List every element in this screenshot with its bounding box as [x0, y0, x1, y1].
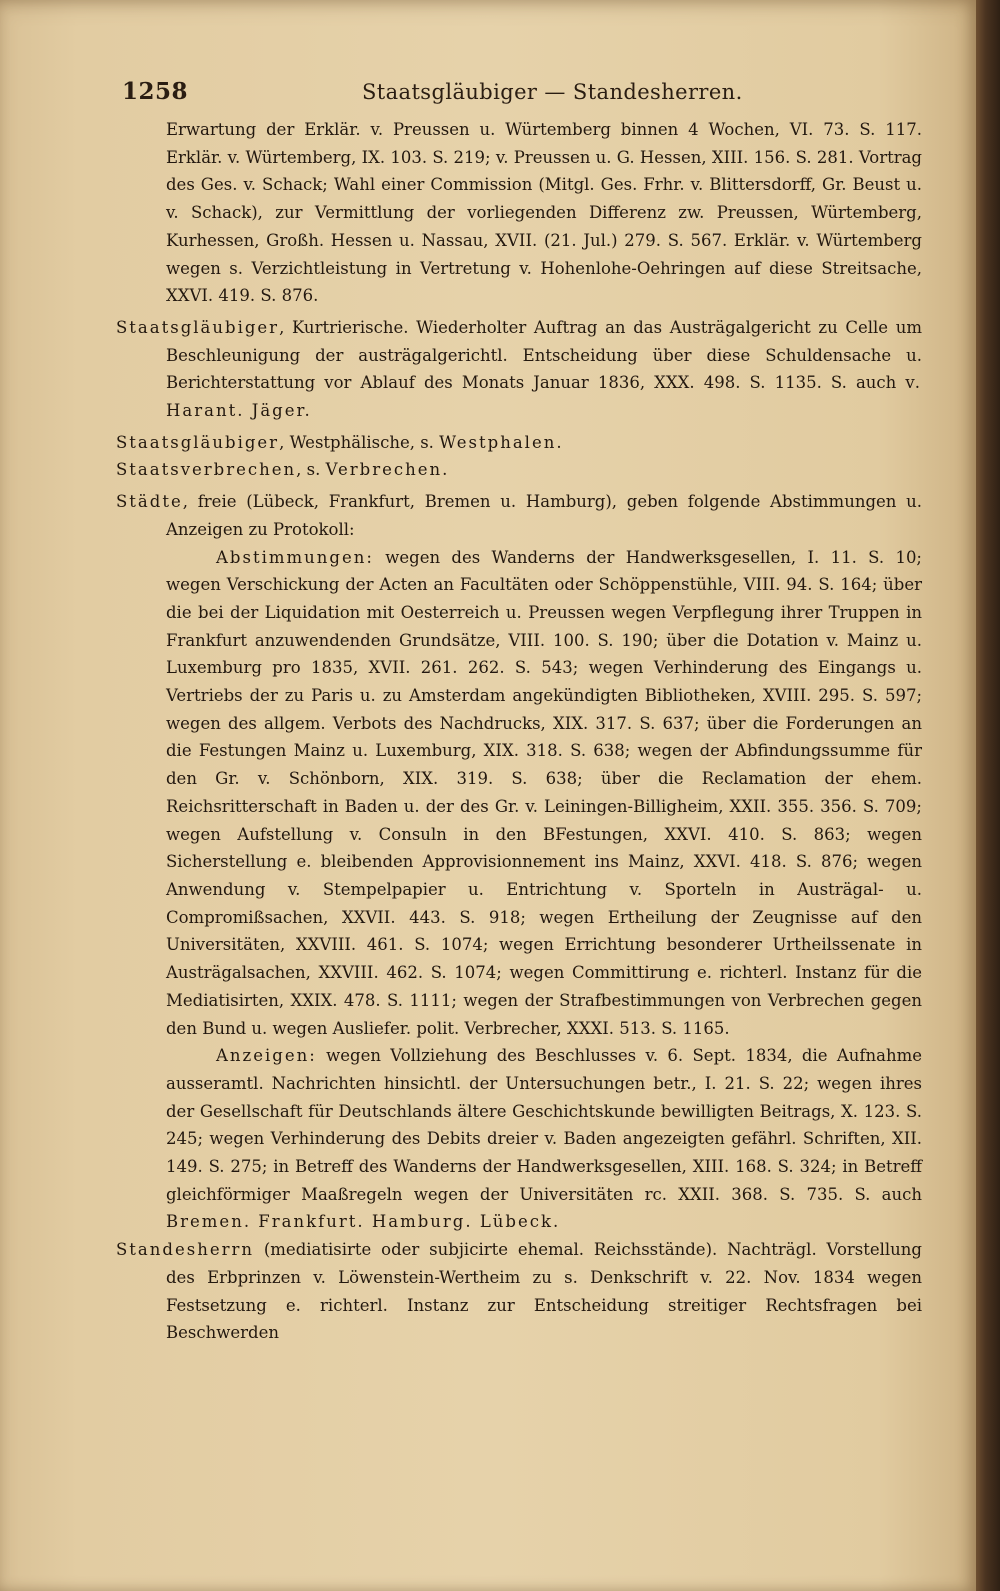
subentry-text: wegen des Wanderns der Handwerksgesellen, I. 11. S. 10; wegen Verschickung der Acten an Facultäten oder Schöppenstühle, VIII. 94. S. 164; über die bei der Liquidation mit Oesterreich u. Preussen wegen Verpflegung ihrer Truppen in Frankfurt anzuwendenden Grundsätze, VIII. 100. S. 190; über die Dotation v. Mainz u. Luxemburg pro 1835, XVII. 261. 262. S. 543; wegen Verhinderung des Eingangs u. Vertriebs der zu Paris u. zu Amsterdam angekündigten Bibliotheken, XVIII. 295. S. 597; wegen des allgem. Verbots des Nachdrucks, XIX. 317. S. 637; über die Forderungen an die Festungen Mainz u. Luxemburg, XIX. 318. S. 638; wegen der Abfindungssumme für den Gr. v. Schönborn, XIX. 319. S. 638; über die Reclamation der ehem. Reichsritterschaft in Baden u. der des Gr. v. Leiningen-Billigheim, XXII. 355. 356. S. 709; wegen Aufstellung v. Consuln in den BFestungen, XXVI. 410. S. 863; wegen Sicherstellung e. bleibenden Approvisionnement ins Mainz, XXVI. 418. S. 876; wegen Anwendung v. Stempelpapier u. Entrichtung v. Sporteln in Austrägal- u. Compromißsachen, XXVII. 443. S. 918; wegen Ertheilung der Zeugnisse auf den Universitäten, XXVIII. 461. S. 1074; wegen Errichtung besonderer Urtheilssenate in Austrägalsachen, XXVIII. 462. S. 1074; wegen Committirung e. richterl. Instanz für die Mediatisirten, XXIX. 478. S. 1111; wegen der Strafbestimmungen von Verbrechen gegen den Bund u. wegen Ausliefer. polit. Verbrecher, XXXI. 513. S. 1165. [166, 547, 922, 1038]
continuation-entry [116, 116, 922, 310]
entry-head: Standesherrn [116, 1240, 254, 1260]
entry-staatsverbrechen [116, 456, 922, 484]
subentry-head: Anzeigen: [216, 1046, 317, 1066]
entry-reference: Verbrechen. [325, 460, 450, 480]
subentry-abstimmungen [116, 544, 922, 1043]
entry-reference: v. Harant. Jäger. [166, 373, 922, 421]
entry-reference: Westphalen. [439, 432, 564, 452]
entry-text: (mediatisirte oder subjicirte ehemal. Reichsstände). Nachträgl. Vorstellung des Erbprinzen v. Löwenstein-Wertheim zu s. Denkschrift v. 22. Nov. 1834 wegen Festsetzung e. richterl. Instanz zur Entscheidung streitiger Rechtsfragen bei Beschwerden [166, 1240, 922, 1343]
running-title: Staatsgläubiger — Standesherren. [362, 80, 743, 104]
entry-head: Staatsgläubiger [116, 317, 280, 337]
entry-text: , s. [296, 460, 326, 480]
entry-head: Staatsgläubiger [116, 432, 280, 452]
entry-text: , Kurtrierische. Wiederholter Auftrag an das Austrägalgericht zu Celle um Beschleunigung der austrägalgerichtl. Entscheidung über diese Schuldensache u. Berichterstattung vor Ablauf des Monats Januar 1836, XXX. 498. S. 1135. S. auch [166, 317, 922, 393]
entry-head: Städte [116, 492, 183, 512]
index-text [116, 116, 922, 1347]
page-header [122, 78, 922, 114]
entry-standesherren [116, 1236, 922, 1347]
entry-text: , Westphälische, s. [279, 432, 440, 452]
entry-head: Staatsverbrechen [116, 460, 297, 480]
entry-text: Erwartung der Erklär. v. Preussen u. Würtemberg binnen 4 Wochen, VI. 73. S. 117. Erklär. v. Würtemberg, IX. 103. S. 219; v. Preussen u. G. Hessen, XIII. 156. S. 281. Vortrag des Ges. v. Schack; Wahl einer Commission (Mitgl. Ges. Frhr. v. Blittersdorff, Gr. Beust u. v. Schack), zur Vermittlung der vorliegenden Differenz zw. Preussen, Würtemberg, Kurhessen, Großh. Hessen u. Nassau, XVII. (21. Jul.) 279. S. 567. Erklär. v. Würtemberg wegen s. Verzichtleistung in Vertretung v. Hohenlohe-Oehringen auf diese Streitsache, XXVI. 419. S. 876. [166, 120, 922, 306]
entry-text: , freie (Lübeck, Frankfurt, Bremen u. Hamburg), geben folgende Abstimmungen u. Anzeigen zu Protokoll: [166, 492, 922, 539]
entry-staatsglaeubiger-westphaelische [116, 429, 922, 457]
book-page-edge [976, 0, 1000, 1591]
subentry-reference: Bremen. Frankfurt. Hamburg. Lübeck. [166, 1212, 561, 1232]
entry-staedte [116, 488, 922, 543]
entry-staatsglaeubiger-kurtrierische [116, 314, 922, 425]
page-number: 1258 [122, 78, 189, 105]
subentry-text: wegen Vollziehung des Beschlusses v. 6. Sept. 1834, die Aufnahme ausseramtl. Nachrichten hinsichtl. der Untersuchungen betr., I. 21. S. 22; wegen ihres der Gesellschaft für Deutschlands ältere Geschichtskunde bewilligten Beitrags, X. 123. S. 245; wegen Verhinderung des Debits dreier v. Baden angezeigten gefährl. Schriften, XII. 149. S. 275; in Betreff des Wanderns der Handwerksgesellen, XIII. 168. S. 324; in Betreff gleichförmiger Maaßregeln wegen der Universitäten rc. XXII. 368. S. 735. S. auch [166, 1046, 922, 1204]
subentry-head: Abstimmungen: [216, 547, 374, 567]
subentry-anzeigen [116, 1042, 922, 1236]
